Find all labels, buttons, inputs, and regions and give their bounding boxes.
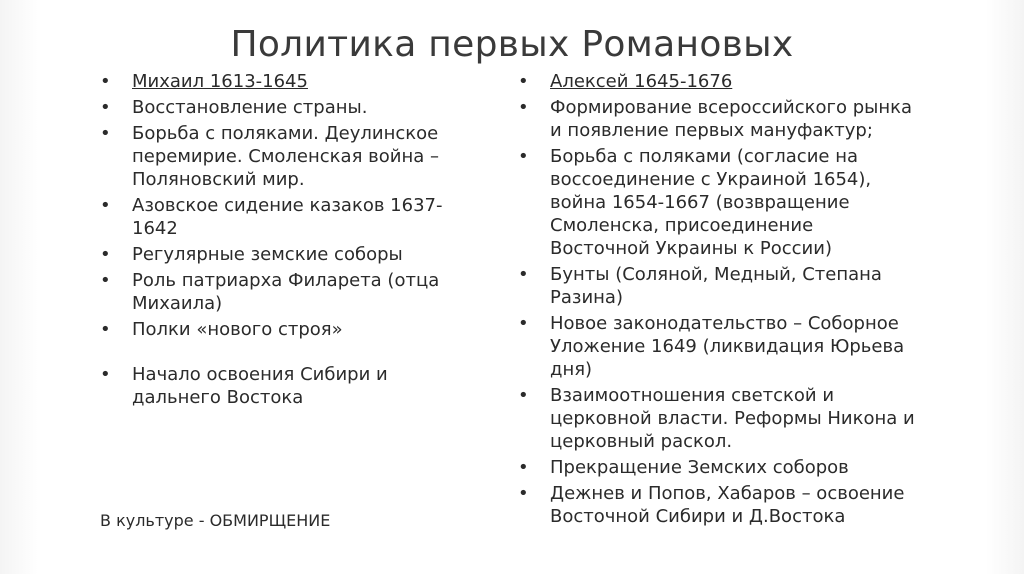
slide-edge-right — [986, 0, 1024, 574]
list-item — [100, 70, 480, 93]
bullet-icon: • — [518, 97, 529, 118]
list-item-text: Роль патриарха Филарета (отца Михаила) — [132, 270, 440, 314]
list-item — [518, 263, 918, 309]
list-item — [100, 122, 480, 191]
bullet-icon: • — [100, 71, 111, 92]
list-item-text: Михаил 1613-1645 — [132, 71, 308, 92]
bullet-icon: • — [100, 123, 111, 144]
bullet-icon: • — [100, 97, 111, 118]
list-item — [518, 384, 918, 453]
list-item — [100, 243, 480, 266]
bullet-icon: • — [100, 270, 111, 291]
list-item — [100, 363, 480, 409]
list-item-text: Азовское сидение казаков 1637-1642 — [132, 195, 443, 239]
list-item — [518, 96, 918, 142]
list-item — [100, 194, 480, 240]
list-item — [100, 318, 480, 341]
list-item-text: Восстановление страны. — [132, 97, 368, 118]
list-item-text: Регулярные земские соборы — [132, 244, 403, 265]
bullet-icon: • — [518, 71, 529, 92]
list-item-text: Борьба с поляками (согласие на воссоединение с Украиной 1654), война 1654-1667 (возвращение Смоленска, присоединение Восточной Украины к России) — [550, 146, 872, 259]
bullet-icon: • — [518, 457, 529, 478]
slide-edge-left — [0, 0, 38, 574]
list-item-text: Борьба с поляками. Деулинское перемирие. Смоленская война – Поляновский мир. — [132, 123, 439, 190]
slide-title: Политика первых Романовых — [230, 24, 794, 65]
list-item — [518, 145, 918, 260]
list-item — [518, 70, 918, 93]
list-item-text: Дежнев и Попов, Хабаров – освоение Восточной Сибири и Д.Востока — [550, 483, 905, 527]
bullet-icon: • — [100, 244, 111, 265]
list-item-text: Формирование всероссийского рынка и появление первых мануфактур; — [550, 97, 913, 141]
culture-note: В культуре - ОБМИРЩЕНИЕ — [100, 511, 331, 530]
bullet-icon: • — [518, 146, 529, 167]
bullet-icon: • — [100, 319, 111, 340]
list-item-text: Алексей 1645-1676 — [550, 71, 733, 92]
list-item — [518, 312, 918, 381]
list-item — [518, 482, 918, 528]
bullet-icon: • — [100, 195, 111, 216]
bullet-icon: • — [518, 483, 529, 504]
bullet-icon: • — [518, 264, 529, 285]
right-column-list — [518, 70, 918, 531]
list-item — [100, 96, 480, 119]
list-item — [518, 456, 918, 479]
list-item-text: Полки «нового строя» — [132, 319, 343, 340]
list-item-text: Взаимоотношения светской и церковной власти. Реформы Никона и церковный раскол. — [550, 385, 915, 452]
bullet-icon: • — [518, 385, 529, 406]
bullet-icon: • — [518, 313, 529, 334]
list-item-text: Новое законодательство – Соборное Уложение 1649 (ликвидация Юрьева дня) — [550, 313, 905, 380]
list-item-text: Прекращение Земских соборов — [550, 457, 849, 478]
left-column-list — [100, 70, 480, 412]
list-item-text: Бунты (Соляной, Медный, Степана Разина) — [550, 264, 882, 308]
list-item-text: Начало освоения Сибири и дальнего Востока — [132, 364, 388, 408]
list-item — [100, 269, 480, 315]
bullet-icon: • — [100, 364, 111, 385]
